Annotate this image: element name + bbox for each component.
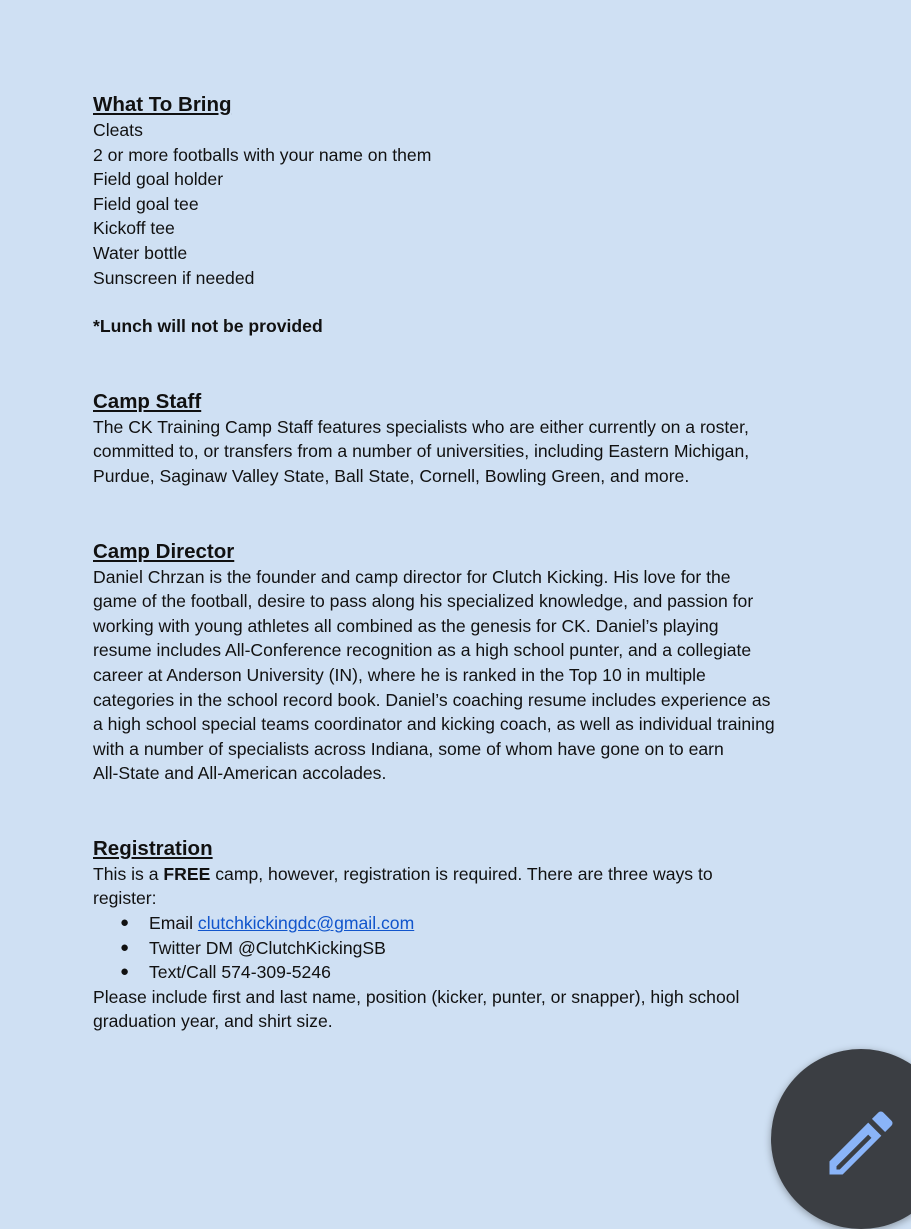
camp-director-line: game of the football, desire to pass along his specialized knowledge, and passion for xyxy=(93,591,754,612)
what-to-bring-heading: What To Bring xyxy=(93,93,232,116)
text-call: Text/Call 574-309-5246 xyxy=(149,962,331,983)
camp-staff-line: Purdue, Saginaw Valley State, Ball State, Cornell, Bowling Green, and more. xyxy=(93,465,690,486)
camp-director-line: working with young athletes all combined as the genesis for CK. Daniel’s playing xyxy=(93,615,719,636)
document-body xyxy=(93,92,833,1034)
camp-staff-line: The CK Training Camp Staff features specialists who are either currently on a roster, xyxy=(93,416,749,437)
registration-closing-line: graduation year, and shirt size. xyxy=(93,1011,333,1032)
email-link[interactable]: clutchkickingdc@gmail.com xyxy=(197,913,415,934)
list-item xyxy=(93,960,833,985)
camp-director-line: with a number of specialists across Indiana, some of whom have gone on to earn xyxy=(93,738,724,759)
bring-item: Sunscreen if needed xyxy=(93,267,255,288)
bring-item: Field goal holder xyxy=(93,169,224,190)
lunch-note: *Lunch will not be provided xyxy=(93,316,323,337)
free-emphasis: FREE xyxy=(163,863,211,884)
list-item xyxy=(93,936,833,961)
bullet: ● xyxy=(120,938,130,956)
camp-director-line: career at Anderson University (IN), where he is ranked in the Top 10 in multiple xyxy=(93,664,706,685)
bullet: ● xyxy=(120,963,130,981)
camp-director-line: Daniel Chrzan is the founder and camp director for Clutch Kicking. His love for the xyxy=(93,566,731,587)
list-item xyxy=(93,911,833,936)
bring-item: Water bottle xyxy=(93,242,188,263)
bring-item: Cleats xyxy=(93,120,143,140)
registration-heading: Registration xyxy=(93,836,213,860)
camp-staff-heading: Camp Staff xyxy=(93,389,202,413)
registration-methods-list xyxy=(93,911,833,985)
camp-staff-line: committed to, or transfers from a number of universities, including Eastern Michigan, xyxy=(93,441,750,462)
camp-director-line: categories in the school record book. Daniel’s coaching resume includes experience as xyxy=(93,689,771,710)
bring-item: Field goal tee xyxy=(93,193,199,214)
registration-closing-line: Please include first and last name, position (kicker, punter, or snapper), high school xyxy=(93,986,740,1007)
registration-intro-post: camp, however, registration is required. There are three ways to xyxy=(210,863,713,884)
camp-director-heading: Camp Director xyxy=(93,539,235,563)
camp-director-line: All-State and All-American accolades. xyxy=(93,763,387,784)
camp-director-line: resume includes All-Conference recognition as a high school punter, and a collegiate xyxy=(93,640,752,661)
registration-intro xyxy=(93,862,833,887)
registration-intro-line2: register: xyxy=(93,888,157,909)
email-label: Email xyxy=(149,913,198,934)
bring-item: 2 or more footballs with your name on them xyxy=(93,144,432,165)
twitter-dm: Twitter DM @ClutchKickingSB xyxy=(149,937,386,958)
pencil-icon xyxy=(819,1101,903,1185)
registration-intro-pre: This is a xyxy=(93,863,164,884)
edit-fab-button[interactable] xyxy=(771,1049,911,1229)
bring-item: Kickoff tee xyxy=(93,218,175,239)
camp-director-line: a high school special teams coordinator and kicking coach, as well as individual training xyxy=(93,714,775,735)
bullet: ● xyxy=(120,914,130,932)
